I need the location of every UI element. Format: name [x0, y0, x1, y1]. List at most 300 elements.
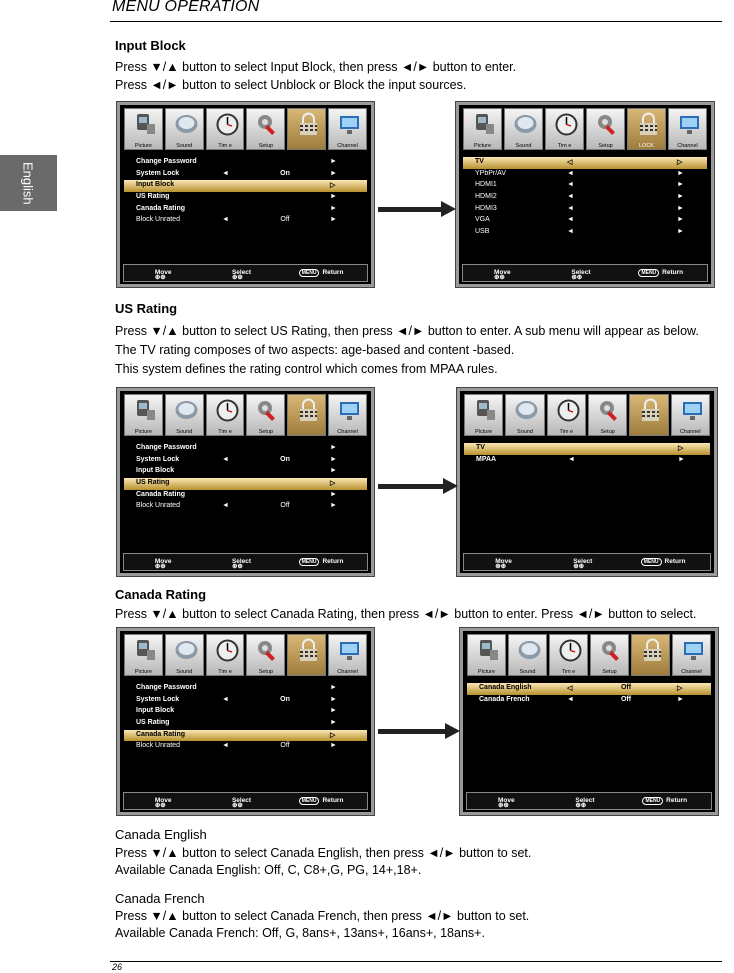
input-block-text-2: Press ◄/► button to select Unblock or Block the input sources. — [115, 78, 467, 92]
left-arrow-icon: ◁ — [567, 159, 573, 166]
menu-item[interactable] — [463, 192, 707, 204]
sound-icon — [517, 638, 542, 663]
menu-tab-label: Picture — [475, 429, 493, 435]
menu-tab-picture[interactable] — [124, 634, 163, 676]
menu-button-icon: MENU — [299, 797, 320, 805]
input-block-text-1 — [115, 59, 516, 75]
text-part: US Rating, then press ◄/► button to enter. A sub menu will appear as below. — [266, 324, 699, 338]
menu-tab-sound[interactable] — [165, 634, 204, 676]
right-arrow-icon: ► — [330, 169, 337, 177]
menu-item[interactable] — [124, 718, 367, 730]
select-hint — [231, 269, 252, 281]
menu-tab-setup[interactable] — [588, 394, 627, 436]
section-title-canada-english: Canada English — [115, 827, 207, 842]
menu-tab-sound[interactable] — [165, 108, 204, 150]
select-label: Select — [231, 269, 252, 276]
leftright-icon: ⊕⊕ — [231, 563, 243, 570]
menu-tab-label: Channel — [681, 669, 702, 675]
menu-button-icon: MENU — [641, 558, 662, 566]
updown-icon: ⊕⊕ — [495, 563, 507, 570]
move-label: Move — [154, 797, 172, 804]
section-title-input-block: Input Block — [115, 38, 186, 53]
select-hint — [571, 269, 591, 281]
menu-tab-label: Setup — [258, 669, 274, 675]
menu-tab-label: Tim e — [218, 143, 232, 149]
menu-item-label: Canada Rating — [136, 730, 186, 738]
return-label: Return — [664, 558, 686, 565]
menu-item-value: Off — [280, 502, 290, 510]
menu-tab-picture[interactable] — [124, 108, 163, 150]
right-arrow-icon: ▷ — [330, 480, 336, 488]
menu-list — [124, 443, 367, 513]
left-arrow-icon: ◄ — [567, 228, 574, 236]
menu-item[interactable] — [467, 695, 711, 707]
right-arrow-icon: ► — [677, 695, 684, 703]
menu-tab-time[interactable] — [206, 108, 245, 150]
menu-tab-label: Channel — [677, 143, 698, 149]
menu-item[interactable] — [124, 169, 367, 181]
menu-item-label: Change Password — [136, 444, 197, 451]
menu-item-label: VGA — [475, 216, 490, 224]
menu-item[interactable] — [124, 490, 367, 502]
leftright-icon: ⊕⊕ — [575, 802, 587, 809]
clock-icon — [215, 112, 240, 137]
menu-tab-label: Channel — [680, 429, 701, 435]
return-hint — [641, 558, 686, 566]
menu-icon-bar — [124, 634, 367, 676]
menu-item-label: Input Block — [136, 467, 175, 475]
move-hint — [154, 558, 172, 570]
menu-item-value: On — [280, 169, 290, 177]
menu-item[interactable] — [124, 478, 367, 490]
menu-icon-bar — [467, 634, 711, 676]
page-header: MENU OPERATION — [112, 0, 260, 15]
leftright-icon: ⊕⊕ — [231, 802, 243, 809]
canada-english-text-2: Available Canada English: Off, C, C8+,G, PG, 14+,18+. — [115, 863, 422, 877]
menu-item[interactable] — [124, 706, 367, 718]
menu-item-label: US Rating — [136, 719, 170, 727]
menu-item-label: System Lock — [136, 695, 180, 703]
menu-item-label: USB — [475, 228, 490, 236]
move-label: Move — [154, 558, 172, 565]
menu-item-label: Change Password — [136, 158, 197, 165]
move-hint — [493, 269, 511, 281]
menu-item-label: TV — [476, 444, 485, 451]
move-hint — [495, 558, 512, 570]
menu-tab-label: Channel — [337, 143, 358, 149]
menu-tab-label: Channel — [337, 669, 358, 675]
leftright-icon: ⊕⊕ — [573, 563, 585, 570]
menu-item-label: US Rating — [136, 479, 170, 487]
select-hint — [231, 797, 252, 809]
picture-icon — [133, 638, 158, 663]
menu-tab-label: Tim e — [559, 429, 574, 435]
menu-tab-label: Tim e — [557, 143, 572, 149]
menu-item[interactable] — [124, 730, 367, 742]
menu-item[interactable] — [124, 741, 367, 753]
menu-item[interactable] — [463, 227, 707, 239]
menu-tab-channel[interactable] — [328, 634, 367, 676]
updown-icon: ⊕⊕ — [154, 802, 166, 809]
menu-item-label: Change Password — [136, 684, 197, 691]
menu-item-label: Canada Rating — [136, 204, 186, 212]
menu-tab-lock[interactable] — [287, 394, 326, 436]
select-hint — [573, 558, 593, 570]
menu-tab-label: Picture — [134, 669, 152, 675]
right-arrow-icon: ► — [677, 193, 684, 201]
menu-icon-bar — [463, 108, 707, 150]
select-label: Select — [573, 558, 593, 565]
menu-item-value: On — [280, 695, 290, 703]
return-label: Return — [322, 797, 344, 804]
right-arrow-icon: ► — [330, 216, 337, 224]
channel-icon — [337, 398, 362, 423]
menu-item-label: System Lock — [136, 169, 180, 177]
menu-item-label: Input Block — [136, 707, 175, 715]
arrow-icon — [378, 484, 444, 489]
move-label: Move — [497, 797, 515, 804]
sound-icon — [174, 398, 199, 423]
menu-item-label: HDMI3 — [475, 204, 497, 212]
lock-icon — [638, 398, 663, 423]
updown-icon: ⊕⊕ — [493, 274, 505, 281]
right-arrow-icon: ► — [330, 158, 337, 165]
menu-tab-lock[interactable] — [627, 108, 666, 150]
left-arrow-icon: ◄ — [222, 742, 229, 750]
menu-tab-sound[interactable] — [505, 394, 544, 436]
sound-icon — [174, 112, 199, 137]
menu-tab-picture[interactable] — [463, 108, 502, 150]
menu-tab-channel[interactable] — [671, 394, 710, 436]
us-rating-text-2: The TV rating composes of two aspects: age-based and content -based. — [115, 343, 515, 357]
menu-item[interactable] — [463, 204, 707, 216]
menu-tab-label: Sound — [176, 143, 193, 149]
menu-tab-label: Channel — [337, 429, 358, 435]
right-arrow-icon: ► — [677, 169, 684, 177]
menu-item[interactable] — [463, 169, 707, 181]
menu-item-value: Off — [620, 684, 632, 691]
right-arrow-icon: ▷ — [330, 731, 336, 739]
return-hint — [299, 269, 344, 277]
help-bar — [123, 264, 368, 282]
canada-french-text-2: Available Canada French: Off, G, 8ans+, 13ans+, 16ans+, 18ans+. — [115, 926, 485, 940]
arrow-icon — [378, 729, 446, 734]
menu-tab-time[interactable] — [206, 394, 245, 436]
picture-icon — [133, 398, 158, 423]
return-label: Return — [666, 797, 688, 804]
menu-tab-picture[interactable] — [467, 634, 506, 676]
return-hint — [299, 558, 344, 566]
move-label: Move — [495, 558, 512, 565]
right-arrow-icon: ► — [677, 228, 684, 236]
menu-item[interactable] — [124, 683, 367, 695]
canada-english-text-1: Press ▼/▲ button to select Canada English, then press ◄/► button to set. — [115, 846, 532, 860]
right-arrow-icon: ▷ — [677, 159, 683, 166]
help-bar — [463, 553, 711, 571]
channel-icon — [337, 638, 362, 663]
menu-tab-label: Picture — [134, 429, 152, 435]
menu-item[interactable] — [124, 215, 367, 227]
lock-icon — [636, 112, 661, 137]
right-arrow-icon: ► — [330, 204, 337, 212]
move-label: Move — [154, 269, 172, 276]
return-label: Return — [322, 269, 344, 276]
section-title-canada-french: Canada French — [115, 891, 205, 906]
menu-item-value: Off — [280, 216, 290, 224]
left-arrow-icon: ◄ — [222, 216, 229, 224]
menu-icon-bar — [124, 394, 367, 436]
return-hint — [638, 269, 683, 277]
menu-tab-setup[interactable] — [246, 108, 285, 150]
screen-canada-rating-menu — [460, 628, 718, 815]
updown-icon: ⊕⊕ — [154, 563, 166, 570]
screen-us-rating-menu — [457, 388, 717, 576]
menu-tab-label: Setup — [600, 429, 615, 435]
left-arrow-icon: ◄ — [222, 169, 229, 177]
sound-icon — [174, 638, 199, 663]
menu-tab-label: Setup — [598, 143, 613, 149]
menu-tab-time[interactable] — [547, 394, 586, 436]
move-hint — [497, 797, 515, 809]
help-bar — [466, 792, 712, 810]
select-label: Select — [231, 797, 252, 804]
clock-icon — [554, 112, 579, 137]
menu-tab-channel[interactable] — [328, 108, 367, 150]
menu-tab-label: Tim e — [218, 669, 232, 675]
menu-item-label: Block Unrated — [136, 216, 180, 224]
lock-icon — [640, 638, 665, 663]
section-title-us-rating: US Rating — [115, 301, 178, 316]
menu-list — [463, 157, 707, 239]
left-arrow-icon: ◄ — [567, 216, 574, 224]
page-number: 26 — [112, 962, 123, 972]
right-arrow-icon: ► — [330, 707, 337, 715]
menu-item-label: Canada French — [479, 695, 530, 703]
picture-icon — [476, 638, 501, 663]
channel-icon — [681, 638, 706, 663]
menu-tab-label: Picture — [134, 143, 152, 149]
channel-icon — [337, 112, 362, 137]
leftright-icon: ⊕⊕ — [231, 274, 243, 281]
screen-lock-menu-canada-rating — [117, 628, 374, 815]
clock-icon — [215, 398, 240, 423]
menu-item[interactable] — [464, 455, 710, 467]
menu-item[interactable] — [124, 192, 367, 204]
menu-tab-setup[interactable] — [590, 634, 629, 676]
menu-list — [464, 443, 710, 466]
left-arrow-icon: ◄ — [222, 455, 229, 463]
menu-item-label: TV — [475, 158, 484, 165]
menu-item[interactable] — [124, 455, 367, 467]
menu-item-value: Off — [280, 742, 290, 750]
left-arrow-icon: ◄ — [567, 181, 574, 189]
text-part: Press ▼/▲ button to select — [115, 607, 267, 621]
canada-french-text-1: Press ▼/▲ button to select Canada French, then press ◄/► button to set. — [115, 909, 530, 923]
menu-item[interactable] — [124, 501, 367, 513]
lock-icon — [296, 638, 321, 663]
lock-icon — [296, 398, 321, 423]
menu-item-label: MPAA — [476, 455, 497, 463]
menu-tab-label: Tim e — [218, 429, 232, 435]
setup-icon — [597, 398, 622, 423]
right-arrow-icon: ► — [330, 193, 337, 201]
right-arrow-icon: ▷ — [677, 685, 683, 692]
updown-icon: ⊕⊕ — [497, 802, 509, 809]
sound-icon — [514, 398, 539, 423]
right-arrow-icon: ► — [330, 695, 337, 703]
menu-tab-time[interactable] — [206, 634, 245, 676]
menu-item-value: Off — [620, 695, 632, 703]
text-part: Press ▼/▲ button to select — [115, 324, 267, 338]
arrow-icon — [378, 207, 442, 212]
right-arrow-icon: ► — [330, 719, 337, 727]
menu-tab-sound[interactable] — [165, 394, 204, 436]
menu-item[interactable] — [124, 695, 367, 707]
select-label: Select — [571, 269, 591, 276]
menu-tab-sound[interactable] — [508, 634, 547, 676]
setup-icon — [255, 398, 280, 423]
right-arrow-icon: ▷ — [678, 445, 684, 452]
channel-icon — [677, 112, 702, 137]
clock-icon — [215, 638, 240, 663]
menu-tab-lock[interactable] — [287, 108, 326, 150]
menu-tab-lock[interactable] — [287, 634, 326, 676]
menu-item[interactable] — [124, 443, 367, 455]
menu-list — [124, 683, 367, 753]
us-rating-text-1 — [115, 323, 699, 339]
menu-tab-channel[interactable] — [668, 108, 707, 150]
menu-icon-bar — [464, 394, 710, 436]
menu-tab-channel[interactable] — [328, 394, 367, 436]
left-arrow-icon: ◄ — [222, 502, 229, 510]
lock-icon — [296, 112, 321, 137]
right-arrow-icon: ► — [330, 490, 337, 498]
select-hint — [575, 797, 595, 809]
menu-tab-lock[interactable] — [631, 634, 670, 676]
menu-item[interactable] — [467, 683, 711, 695]
left-arrow-icon: ◁ — [567, 685, 573, 692]
sound-icon — [513, 112, 538, 137]
right-arrow-icon: ► — [330, 455, 337, 463]
section-title-canada-rating: Canada Rating — [115, 587, 207, 602]
menu-tab-channel[interactable] — [672, 634, 711, 676]
menu-tab-label: Tim e — [561, 669, 576, 675]
help-bar — [123, 792, 368, 810]
right-arrow-icon: ► — [330, 502, 337, 510]
menu-item[interactable] — [464, 443, 710, 455]
text-part: Press ▼/▲ button to select — [115, 60, 267, 74]
menu-tab-time[interactable] — [545, 108, 584, 150]
menu-tab-label: Setup — [258, 429, 274, 435]
menu-item-label: HDMI1 — [475, 181, 497, 189]
menu-item-label: Canada English — [479, 684, 532, 691]
leftright-icon: ⊕⊕ — [571, 274, 583, 281]
right-arrow-icon: ► — [677, 204, 684, 212]
picture-icon — [473, 398, 498, 423]
menu-item[interactable] — [463, 180, 707, 192]
screen-lock-menu-us-rating — [117, 388, 374, 576]
text-part: Input Block, then press ◄/► button to enter. — [266, 60, 517, 74]
menu-item-label: Input Block — [136, 181, 175, 189]
picture-icon — [472, 112, 497, 137]
menu-button-icon: MENU — [638, 269, 659, 277]
us-rating-text-3: This system defines the rating control which comes from MPAA rules. — [115, 362, 498, 376]
menu-tab-picture[interactable] — [464, 394, 503, 436]
menu-item[interactable] — [463, 157, 707, 169]
setup-icon — [599, 638, 624, 663]
move-label: Move — [493, 269, 511, 276]
menu-item-label: System Lock — [136, 455, 180, 463]
setup-icon — [255, 112, 280, 137]
footer-rule — [110, 961, 722, 962]
right-arrow-icon: ▷ — [330, 182, 336, 190]
right-arrow-icon: ► — [677, 181, 684, 189]
menu-tab-setup[interactable] — [586, 108, 625, 150]
setup-icon — [595, 112, 620, 137]
menu-item-label: Canada Rating — [136, 490, 186, 498]
language-tab-label: English — [20, 161, 36, 205]
left-arrow-icon: ◄ — [567, 193, 574, 201]
menu-tab-setup[interactable] — [246, 634, 285, 676]
menu-item-label: Block Unrated — [136, 502, 180, 510]
menu-tab-label: Setup — [602, 669, 617, 675]
menu-icon-bar — [124, 108, 367, 150]
right-arrow-icon: ► — [330, 444, 337, 451]
clock-icon — [558, 638, 583, 663]
header-rule — [110, 21, 722, 22]
menu-tab-label: Sound — [517, 429, 533, 435]
menu-item[interactable] — [124, 466, 367, 478]
menu-tab-sound[interactable] — [504, 108, 543, 150]
setup-icon — [255, 638, 280, 663]
menu-item[interactable] — [463, 215, 707, 227]
menu-item-label: HDMI2 — [475, 193, 497, 201]
text-part: Canada Rating, then press ◄/► button to enter. Press ◄/► button to select. — [266, 607, 697, 621]
help-bar — [462, 264, 708, 282]
menu-item[interactable] — [124, 157, 367, 169]
right-arrow-icon: ► — [678, 455, 685, 463]
menu-tab-lock[interactable] — [629, 394, 668, 436]
right-arrow-icon: ► — [330, 684, 337, 691]
left-arrow-icon: ◄ — [568, 455, 575, 463]
left-arrow-icon: ◄ — [567, 695, 574, 703]
menu-tab-picture[interactable] — [124, 394, 163, 436]
screen-input-block-menu — [456, 102, 714, 287]
menu-button-icon: MENU — [299, 269, 320, 277]
screen-lock-menu-input-block — [117, 102, 374, 287]
menu-tab-label: Picture — [477, 669, 496, 675]
select-hint — [231, 558, 252, 570]
channel-icon — [680, 398, 705, 423]
return-label: Return — [322, 558, 344, 565]
menu-tab-label: Sound — [176, 669, 193, 675]
updown-icon: ⊕⊕ — [154, 274, 166, 281]
menu-item-label: US Rating — [136, 193, 170, 201]
move-hint — [154, 797, 172, 809]
menu-item-label: YPbPr/AV — [475, 169, 506, 177]
move-hint — [154, 269, 172, 281]
language-tab — [0, 155, 57, 211]
menu-tab-setup[interactable] — [246, 394, 285, 436]
menu-tab-time[interactable] — [549, 634, 588, 676]
left-arrow-icon: ◄ — [222, 695, 229, 703]
right-arrow-icon: ► — [677, 216, 684, 224]
menu-tab-label: Sound — [515, 143, 532, 149]
return-hint — [642, 797, 687, 805]
menu-tab-label: LOCK — [639, 143, 654, 149]
menu-item[interactable] — [124, 204, 367, 216]
menu-item[interactable] — [124, 180, 367, 192]
